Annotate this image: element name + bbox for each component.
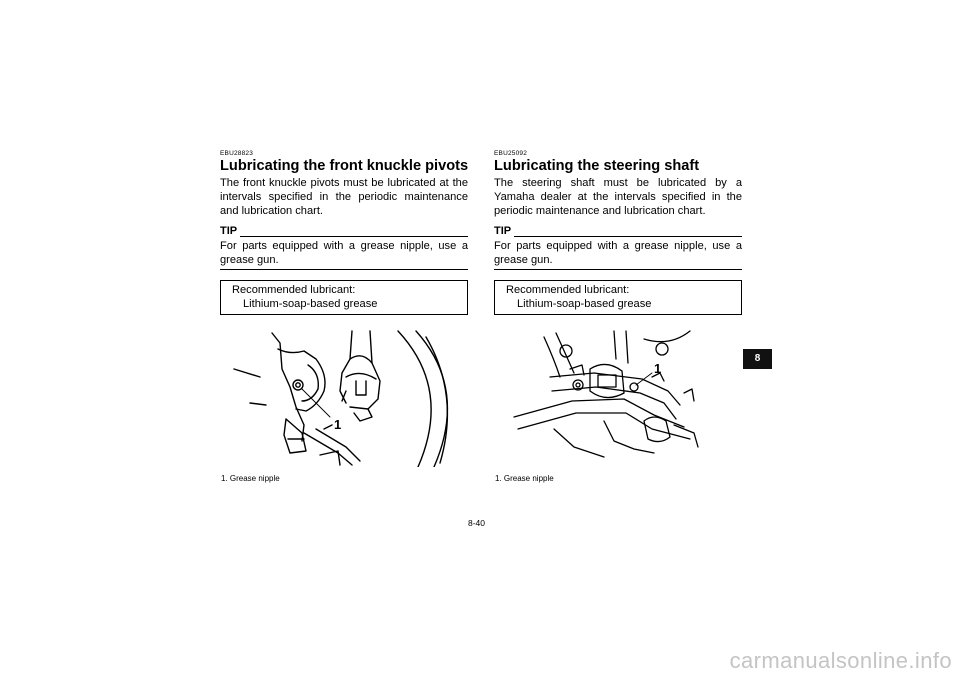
knuckle-pivot-illustration [220, 329, 468, 467]
tip-text: For parts equipped with a grease nipple, use a grease gun. [494, 239, 742, 266]
watermark: carmanualsonline.info [729, 648, 952, 673]
section-code: EBU25092 [494, 150, 528, 157]
tip-text: For parts equipped with a grease nipple, use a grease gun. [220, 239, 468, 266]
right-column [494, 150, 742, 467]
tip-end-rule [220, 269, 468, 270]
steering-shaft-illustration [494, 329, 742, 467]
section-heading: Lubricating the steering shaft [494, 158, 700, 174]
tip-label: TIP [220, 224, 238, 237]
section-body: The steering shaft must be lubricated by a Yamaha dealer at the intervals specified in the periodic maintenance and lubrication chart. [494, 177, 742, 218]
lubricant-title: Recommended lubricant: [232, 284, 356, 297]
tip-rule [514, 227, 742, 237]
tip-header [220, 225, 468, 237]
steering-shaft-drawing [494, 329, 742, 467]
callout-number: 1 [334, 417, 342, 433]
page-number: 8-40 [468, 518, 486, 528]
tip-label: TIP [494, 224, 512, 237]
chapter-tab: 8 [743, 349, 772, 369]
figure-caption: 1. Grease nipple [495, 474, 554, 483]
knuckle-pivot-drawing [220, 329, 468, 467]
lubricant-value: Lithium-soap-based grease [517, 297, 652, 310]
lubricant-box [494, 280, 742, 315]
lubricant-title: Recommended lubricant: [506, 284, 630, 297]
section-heading: Lubricating the front knuckle pivots [220, 158, 469, 174]
tip-rule [240, 227, 468, 237]
section-code: EBU28823 [220, 150, 254, 157]
lubricant-box [220, 280, 468, 315]
lubricant-value: Lithium-soap-based grease [243, 297, 378, 310]
left-column [220, 150, 468, 467]
figure-caption: 1. Grease nipple [221, 474, 280, 483]
callout-number: 1 [654, 361, 662, 377]
tip-header [494, 225, 742, 237]
section-body: The front knuckle pivots must be lubricated at the intervals specified in the periodic maintenance and lubrication chart. [220, 177, 468, 218]
tip-end-rule [494, 269, 742, 270]
